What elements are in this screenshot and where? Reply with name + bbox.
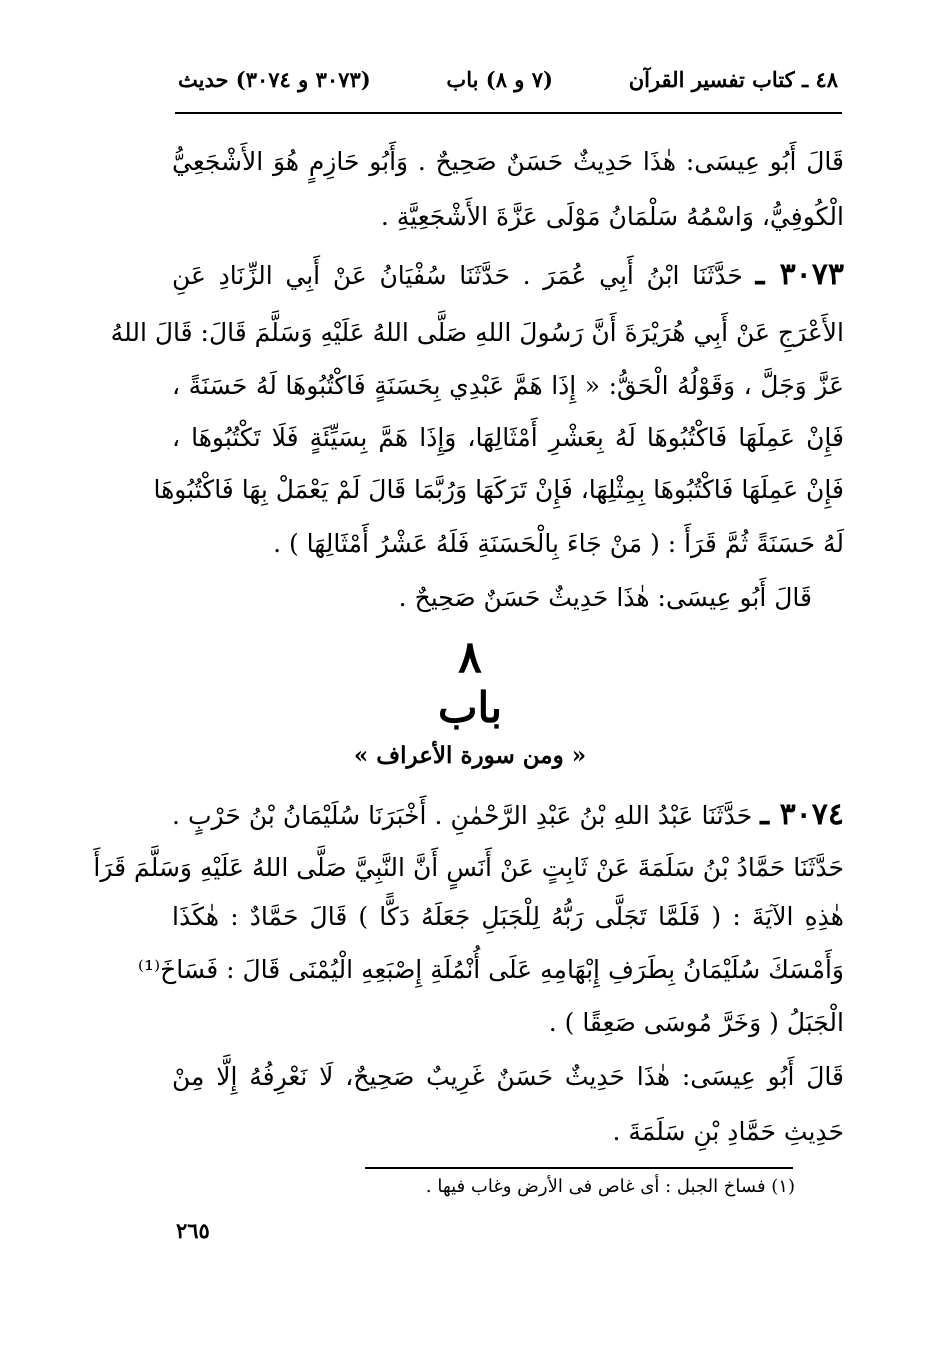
text-line: قَالَ أَبُو عِيسَى: هٰذَا حَدِيثٌ حَسَنٌ صَحِيحٌ . [398, 583, 812, 612]
hadith-3074-first-line [172, 795, 844, 836]
text-line: هٰذِهِ الآيَةَ : ( فَلَمَّا تَجَلَّى رَبُّهُ لِلْجَبَلِ جَعَلَهُ دَكًّا ) قَالَ حَمَّادٌ : هٰكَذَا [172, 902, 844, 931]
text-line: حَدَّثَنَا عَبْدُ اللهِ بْنُ عَبْدِ الرَّحْمٰنِ . أَخْبَرَنَا سُلَيْمَانُ بْنُ حَرْبٍ . [172, 801, 753, 830]
hadith-reference: (٣٠٧٣ و ٣٠٧٤) حديث [178, 66, 371, 92]
hadith-3073-first-line [172, 255, 844, 296]
surah-heading: « ومن سورة الأعراف » [353, 742, 587, 769]
text-line: قَالَ أَبُو عِيسَى: هٰذَا حَدِيثٌ حَسَنٌ غَرِيبٌ صَحِيحٌ، لَا نَعْرِفُهُ إِلَّا مِنْ [172, 1062, 844, 1091]
text-line: حَدَّثَنَا ابْنُ أَبِي عُمَرَ . حَدَّثَنَا سُفْيَانُ عَنْ أَبِي الزِّنَادِ عَنِ [172, 261, 743, 290]
text-line: عَزَّ وَجَلَّ ، وَقَوْلُهُ الْحَقُّ: « إِذَا هَمَّ عَبْدِي بِحَسَنَةٍ فَاكْتُبُوهَا لَهُ حَسَنَةً ، [172, 371, 844, 400]
text-line: حَدِيثِ حَمَّادِ بْنِ سَلَمَةَ . [612, 1117, 844, 1146]
text-line: حَدَّثَنَا حَمَّادُ بْنُ سَلَمَةَ عَنْ ثَابِتٍ عَنْ أَنَسٍ أَنَّ النَّبِيَّ صَلَّى اللهُ عَلَيْهِ وَسَلَّمَ قَرَأَ [93, 853, 844, 882]
text-line: وَأَمْسَكَ سُلَيْمَانُ بِطَرَفِ إِبْهَامِهِ عَلَى أُنْمُلَةِ إِصْبَعِهِ الْيُمْنَى قَالَ : فَسَاخَ⁽¹⁾ [137, 955, 844, 984]
chapter-title: باب [437, 683, 503, 732]
header-rule [175, 112, 842, 114]
hadith-number: ٣٠٧٣ ـ [755, 257, 845, 292]
chapter-reference: (٧ و ٨) باب [446, 66, 553, 92]
text-line: الْجَبَلُ ( وَخَرَّ مُوسَى صَعِقًا ) . [548, 1008, 844, 1037]
footnote-rule [365, 1167, 793, 1169]
text-line: فَإِنْ عَمِلَهَا فَاكْتُبُوهَا بِمِثْلِهَا، فَإِنْ تَرَكَهَا وَرُبَّمَا قَالَ لَمْ يَعْمَلْ بِهَا فَاكْتُبُوهَا [153, 475, 844, 504]
footnote: (١) فساخ الجبل : أى غاص فى الأرض وغاب فيها . [425, 1176, 795, 1197]
text-line: الأَعْرَجِ عَنْ أَبِي هُرَيْرَةَ أَنَّ رَسُولَ اللهِ صَلَّى اللهُ عَلَيْهِ وَسَلَّمَ قَالَ: قَالَ اللهُ [110, 318, 844, 347]
running-header [178, 62, 838, 96]
text-line: الْكُوفِيُّ، وَاسْمُهُ سَلْمَانُ مَوْلَى عَزَّةَ الأَشْجَعِيَّةِ . [380, 202, 844, 231]
text-line: لَهُ حَسَنَةً ثُمَّ قَرَأَ : ( مَنْ جَاءَ بِالْحَسَنَةِ فَلَهُ عَشْرُ أَمْثَالِهَا ) . [273, 529, 844, 558]
hadith-number: ٣٠٧٤ ـ [760, 797, 845, 832]
running-title: ٤٨ ـ كتاب تفسير القرآن [628, 66, 838, 92]
page-number: ٢٦٥ [176, 1218, 210, 1243]
chapter-number: ٨ [458, 632, 482, 683]
text-line: فَإِنْ عَمِلَهَا فَاكْتُبُوهَا لَهُ بِعَشْرِ أَمْثَالِهَا، وَإِذَا هَمَّ بِسَيِّئَةٍ فَلَا تَكْتُبُوهَا ، [172, 423, 844, 452]
text-line: قَالَ أَبُو عِيسَى: هٰذَا حَدِيثٌ حَسَنٌ صَحِيحٌ . وَأَبُو حَازِمٍ هُوَ الأَشْجَعِيُّ [172, 147, 844, 176]
